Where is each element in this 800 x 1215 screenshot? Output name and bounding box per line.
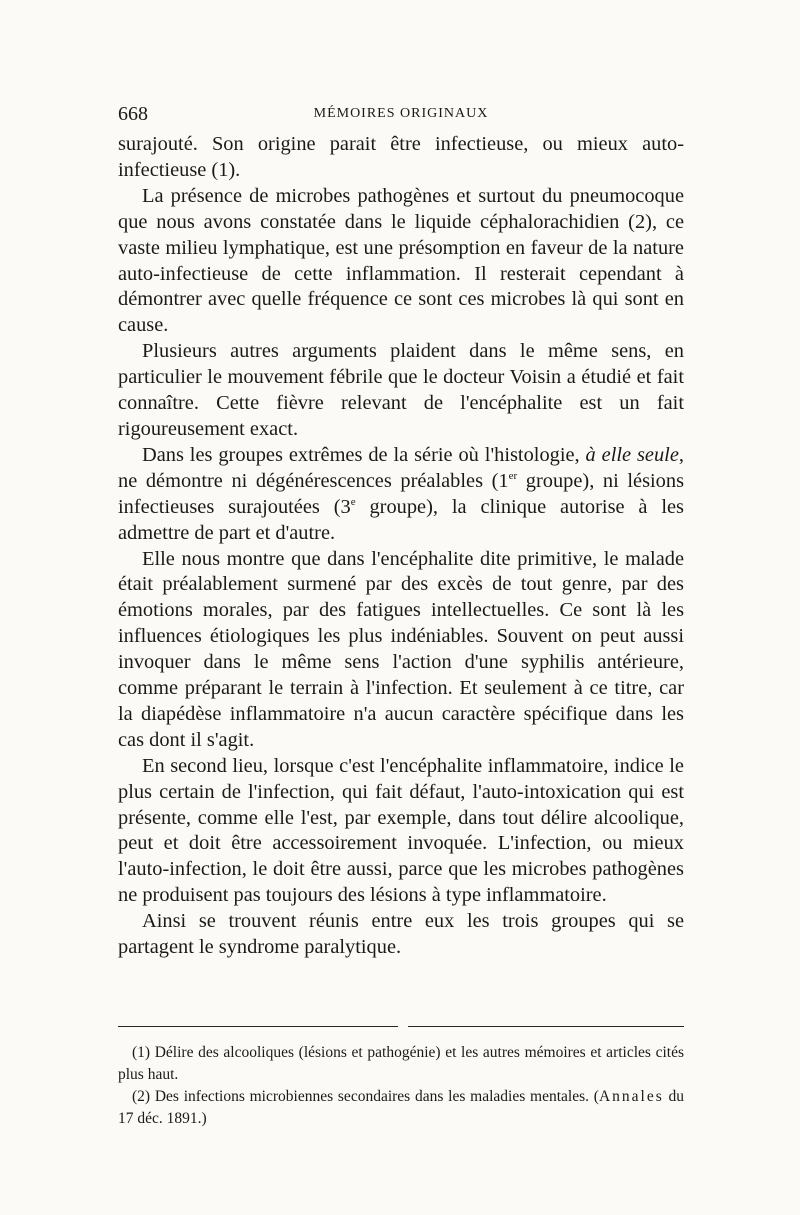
footnote-rule-right <box>408 1026 684 1027</box>
footnote-2-date: du 17 déc. 1891.) <box>118 1088 685 1127</box>
paragraph-6: En second lieu, lorsque c'est l'encéphalite inflammatoire, indice le plus certain de l'infection, qui fait défaut, l'auto-intoxication qui est présente, comme elle l'est, par exemple, dans tout délire alcoolique, peut et doit être accessoirement invoquée. L'infection, ou mieux l'auto-infection, le doit être aussi, parce que les microbes pathogènes ne produisent pas toujours des lésions à type inflammatoire. <box>118 754 684 907</box>
superscript-er: er <box>508 469 518 482</box>
page-number: 668 <box>118 103 148 125</box>
paragraph-4 <box>118 443 684 547</box>
footnote-1: (1) Délire des alcooliques (lésions et pathogénie) et les autres mémoires et articles cités plus haut. <box>118 1044 684 1083</box>
footnote-rule-left <box>118 1026 398 1027</box>
footnote-2-journal: Annales <box>598 1088 664 1105</box>
paragraph-4-text-b: , ne démontre ni dégénérescences préalables (1 <box>118 443 684 492</box>
paragraph-3: Plusieurs autres arguments plaident dans le même sens, en particulier le mouvement fébrile que le docteur Voisin a étudié et fait connaître. Cette fièvre relevant de l'encéphalite est un fait rigoureusement exact. <box>118 340 684 440</box>
body-text <box>118 132 684 961</box>
footnote-2-text: (2) Des infections microbiennes secondaires dans les maladies mentales. ( <box>132 1088 599 1105</box>
footnote-2 <box>118 1086 684 1130</box>
running-head: MÉMOIRES ORIGINAUX <box>313 106 489 121</box>
superscript-e: e <box>350 495 356 508</box>
paragraph-5: Elle nous montre que dans l'encéphalite dite primitive, le malade était préalablement surmené par des excès de tout genre, par des émotions morales, par des fatigues intellectuelles. Ce sont là les influences étiologiques les plus indéniables. Souvent on peut aussi invoquer dans le même sens l'action d'une syphilis antérieure, comme préparant le terrain à l'infection. Et seulement à ce titre, car la diapédèse inflammatoire n'a aucun caractère spécifique dans les cas dont il s'agit. <box>118 547 684 751</box>
footnotes <box>118 1042 684 1130</box>
paragraph-7: Ainsi se trouvent réunis entre eux les trois groupes qui se partagent le syndrome paralytique. <box>118 910 684 959</box>
paragraph-4-text-d: groupe), la clinique autorise à les admettre de part et d'autre. <box>118 495 684 544</box>
paragraph-1: surajouté. Son origine parait être infectieuse, ou mieux auto-infectieuse (1). <box>118 133 684 181</box>
paragraph-4-text-c: groupe), ni lésions infectieuses surajoutées (3 <box>118 469 685 518</box>
paragraph-2: La présence de microbes pathogènes et surtout du pneumocoque que nous avons constatée dans le liquide céphalorachidien (2), ce vaste milieu lymphatique, est une présomption en faveur de la nature auto-infectieuse de cette inflammation. Il resterait cependant à démontrer avec quelle fréquence ce sont ces microbes là qui sont en cause. <box>118 184 684 337</box>
paragraph-4-italic: à elle seule <box>585 443 679 466</box>
footnote-rule <box>118 1026 684 1029</box>
page-header <box>118 100 684 128</box>
paragraph-4-text-a: Dans les groupes extrêmes de la série où l'histologie, <box>142 443 586 466</box>
